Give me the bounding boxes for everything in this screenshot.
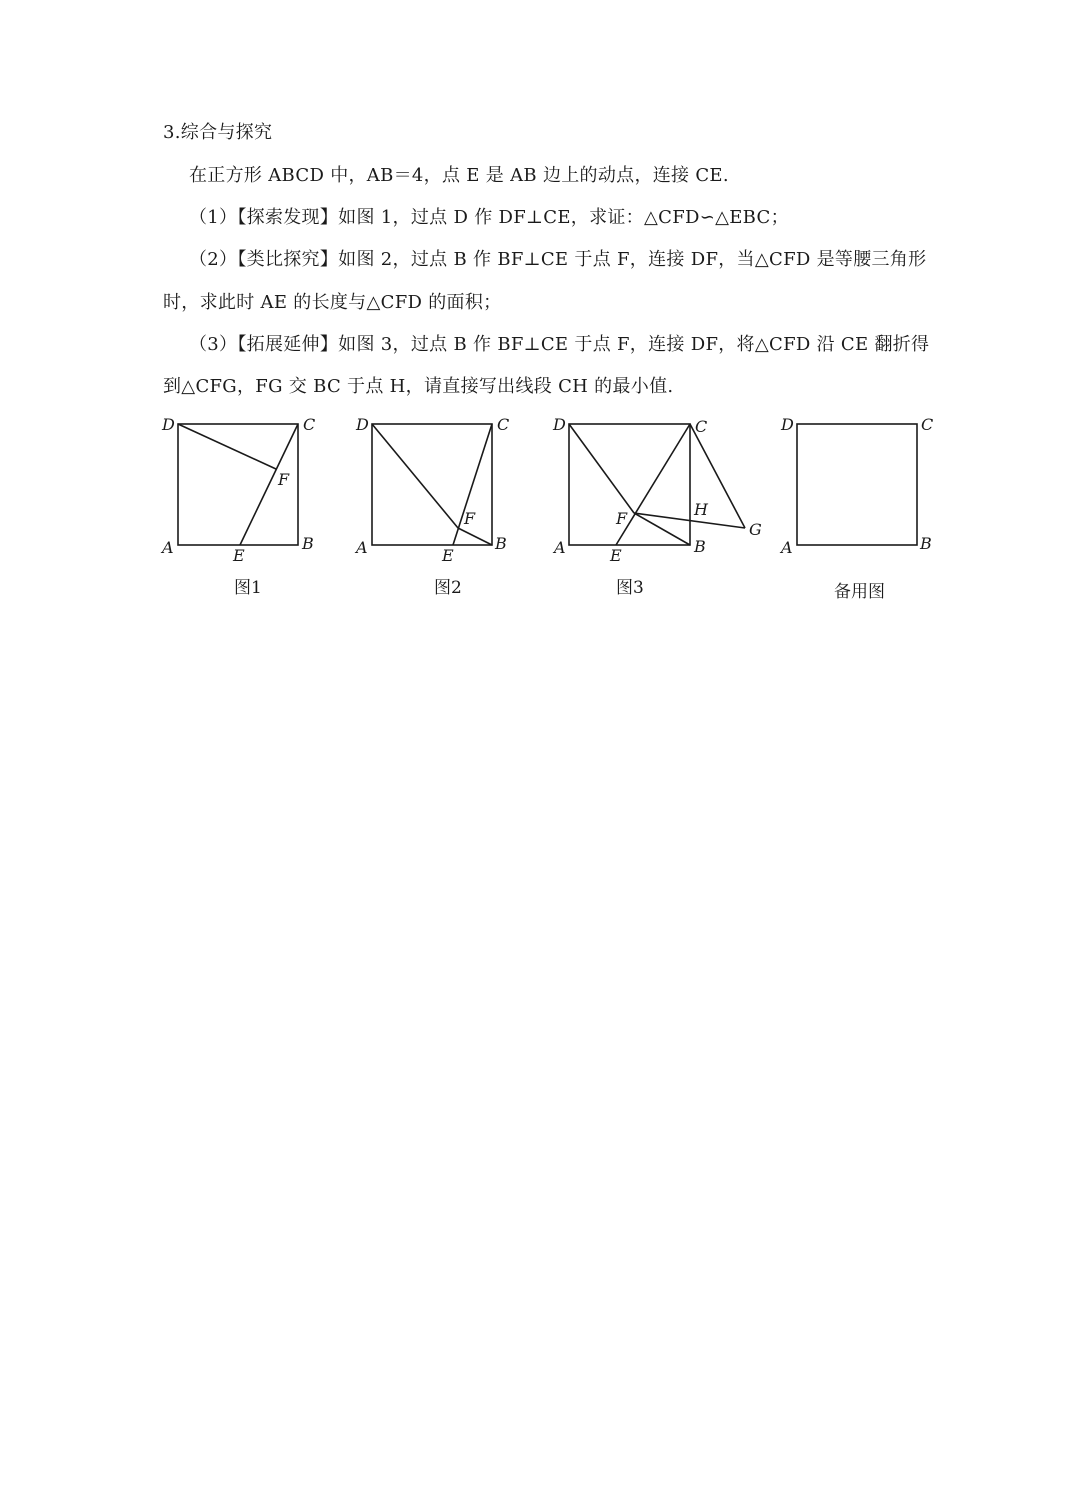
figure-2-caption: 图2	[434, 578, 462, 598]
figure-spare-label-b: B	[920, 534, 932, 553]
figure-3-label-a: A	[554, 538, 566, 557]
problem-part3-line1: （3）【拓展延伸】如图 3，过点 B 作 BF⊥CE 于点 F，连接 DF，将△CFD 沿 CE 翻折得	[189, 334, 930, 355]
figure-1-segment-ce	[240, 424, 298, 545]
figure-1-label-a: A	[162, 538, 174, 557]
figure-3-segment-bf	[634, 513, 690, 545]
figure-1-segment-df	[178, 424, 276, 469]
figure-3-square	[569, 424, 690, 545]
figure-2-label-b: B	[495, 534, 507, 553]
problem-part3-line2: 到△CFG，FG 交 BC 于点 H，请直接写出线段 CH 的最小值.	[163, 376, 674, 397]
problem-part1: （1）【探索发现】如图 1，过点 D 作 DF⊥CE，求证：△CFD∽△EBC；	[189, 207, 789, 228]
figure-3	[552, 415, 762, 598]
figure-2-segment-bf	[458, 528, 492, 545]
figure-3-label-f: F	[616, 509, 628, 528]
figure-spare-label-c: C	[921, 415, 934, 434]
figure-1-label-b: B	[302, 534, 314, 553]
figure-3-label-c: C	[695, 417, 708, 436]
figure-1-label-f: F	[278, 470, 290, 489]
figure-spare-caption: 备用图	[834, 582, 885, 602]
figure-3-label-d: D	[553, 415, 566, 434]
figure-1-label-d: D	[162, 415, 175, 434]
figure-3-label-b: B	[694, 537, 706, 556]
figure-2-segment-df	[372, 424, 458, 528]
figure-spare	[779, 415, 933, 602]
problem-title: 3.综合与探究	[163, 122, 273, 143]
figures-diagram	[0, 0, 1080, 640]
figure-2	[354, 415, 509, 598]
problem-part2-line1: （2）【类比探究】如图 2，过点 B 作 BF⊥CE 于点 F，连接 DF，当△CFD 是等腰三角形	[189, 249, 927, 270]
problem-part2-line2: 时，求此时 AE 的长度与△CFD 的面积；	[163, 292, 502, 313]
figure-1-caption: 图1	[234, 578, 262, 598]
figure-spare-label-d: D	[781, 415, 794, 434]
figure-2-label-c: C	[497, 415, 510, 434]
problem-intro: 在正方形 ABCD 中，AB＝4，点 E 是 AB 边上的动点，连接 CE.	[189, 165, 729, 186]
figure-2-label-e: E	[442, 546, 454, 565]
figure-spare-square	[797, 424, 917, 545]
figure-3-caption: 图3	[616, 578, 644, 598]
figure-3-label-g: G	[749, 520, 762, 539]
figure-2-label-a: A	[356, 538, 368, 557]
figure-3-segment-df	[569, 424, 634, 513]
figure-3-label-e: E	[610, 546, 622, 565]
figure-2-label-d: D	[356, 415, 369, 434]
figure-1-label-e: E	[233, 546, 245, 565]
figure-3-label-h: H	[694, 500, 708, 519]
figure-1	[160, 415, 315, 598]
figure-2-label-f: F	[464, 509, 476, 528]
figure-1-label-c: C	[303, 415, 316, 434]
figure-spare-label-a: A	[781, 538, 793, 557]
